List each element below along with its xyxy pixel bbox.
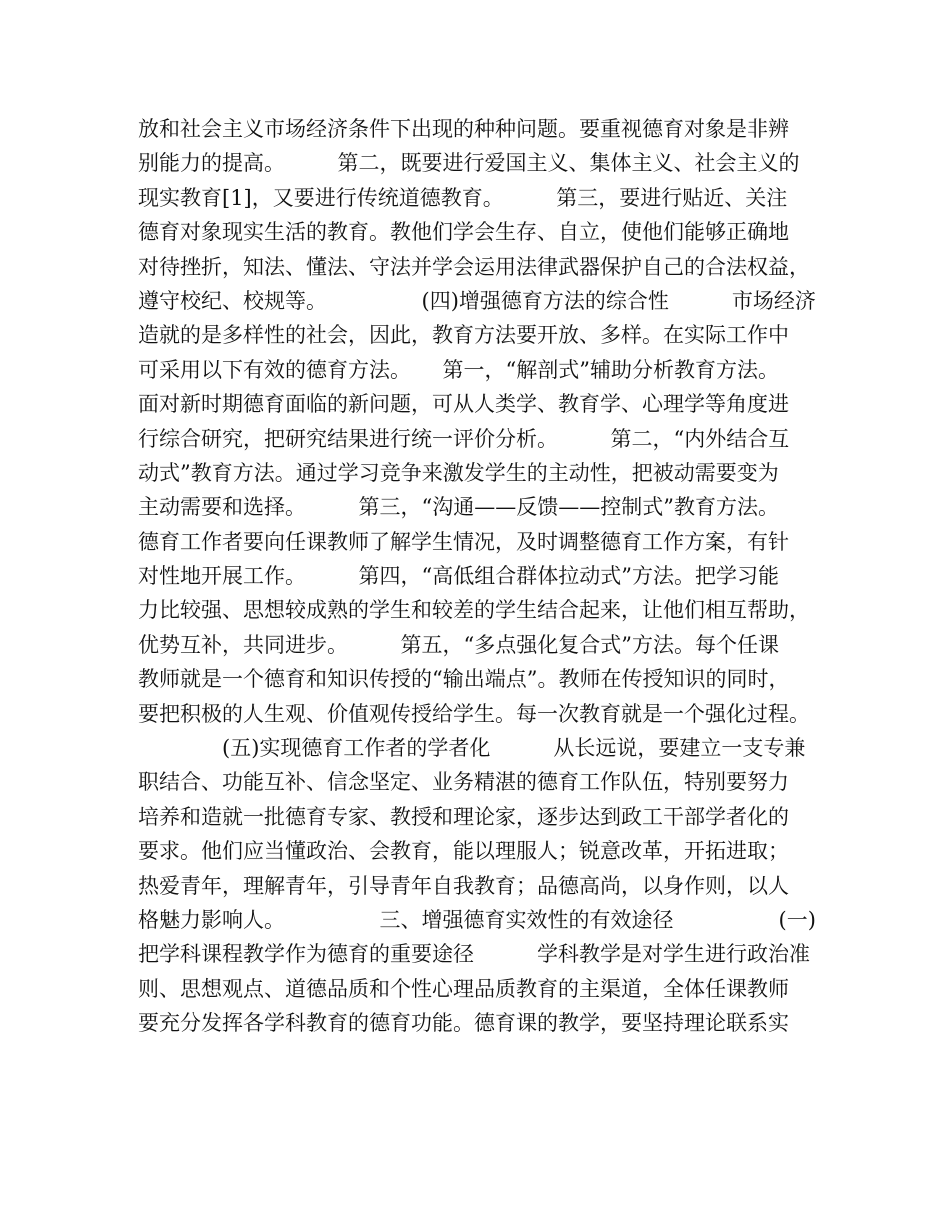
text-line: 则、思想观点、道德品质和个性心理品质教育的主渠道，全体任课教师 bbox=[138, 976, 789, 1001]
text-line: 可采用以下有效的德育方法。 第一，“解剖式”辅助分析教育方法。 bbox=[138, 357, 779, 382]
text-line: 面对新时期德育面临的新问题，可从人类学、教育学、心理学等角度进 bbox=[138, 392, 789, 417]
text-line: 要把积极的人生观、价值观传授给学生。每一次教育就是一个强化过程。 bbox=[138, 701, 810, 726]
text-line: 力比较强、思想较成熟的学生和较差的学生结合起来，让他们相互帮助， bbox=[138, 598, 810, 623]
text-line: 主动需要和选择。 第三，“沟通——反馈——控制式”教育方法。 bbox=[138, 495, 779, 520]
text-line: 职结合、功能互补、信念坚定、业务精湛的德育工作队伍，特别要努力 bbox=[138, 770, 789, 795]
text-line: 遵守校纪、校规等。 (四)增强德育方法的综合性 市场经济 bbox=[138, 288, 816, 313]
text-line: 动式”教育方法。通过学习竞争来激发学生的主动性，把被动需要变为 bbox=[138, 460, 779, 485]
text-line: 把学科课程教学作为德育的重要途径 学科教学是对学生进行政治准 bbox=[138, 942, 810, 967]
text-line: 现实教育[1]，又要进行传统道德教育。 第三，要进行贴近、关注 bbox=[138, 185, 788, 210]
body-text bbox=[138, 112, 818, 1041]
text-line: 德育对象现实生活的教育。教他们学会生存、自立，使他们能够正确地 bbox=[138, 220, 789, 245]
text-line: 优势互补，共同进步。 第五，“多点强化复合式”方法。每个任课 bbox=[138, 632, 779, 657]
text-line: 行综合研究，把研究结果进行统一评价分析。 第二，“内外结合互 bbox=[138, 426, 790, 451]
text-line: 造就的是多样性的社会，因此，教育方法要开放、多样。在实际工作中 bbox=[138, 323, 789, 348]
text-line: 热爱青年，理解青年，引导青年自我教育；品德高尚，以身作则，以人 bbox=[138, 873, 789, 898]
text-line: 别能力的提高。 第二，既要进行爱国主义、集体主义、社会主义的 bbox=[138, 151, 800, 176]
text-line: 要求。他们应当懂政治、会教育，能以理服人；锐意改革，开拓进取； bbox=[138, 839, 789, 864]
text-line: (五)实现德育工作者的学者化 从长远说，要建立一支专兼 bbox=[138, 736, 806, 761]
text-line: 放和社会主义市场经济条件下出现的种种问题。要重视德育对象是非辨 bbox=[138, 117, 789, 141]
text-line: 教师就是一个德育和知识传授的“输出端点”。教师在传授知识的同时， bbox=[138, 667, 790, 692]
text-line: 格魅力影响人。 三、增强德育实效性的有效途径 (一) bbox=[138, 907, 816, 932]
text-line: 对待挫折，知法、懂法、守法并学会运用法律武器保护自己的合法权益， bbox=[138, 254, 810, 279]
text-line: 德育工作者要向任课教师了解学生情况，及时调整德育工作方案，有针 bbox=[138, 529, 789, 554]
text-line: 培养和造就一批德育专家、教授和理论家，逐步达到政工干部学者化的 bbox=[138, 804, 789, 829]
text-line: 对性地开展工作。 第四，“高低组合群体拉动式”方法。把学习能 bbox=[138, 564, 779, 589]
text-line: 要充分发挥各学科教育的德育功能。德育课的教学，要坚持理论联系实 bbox=[138, 1011, 789, 1036]
